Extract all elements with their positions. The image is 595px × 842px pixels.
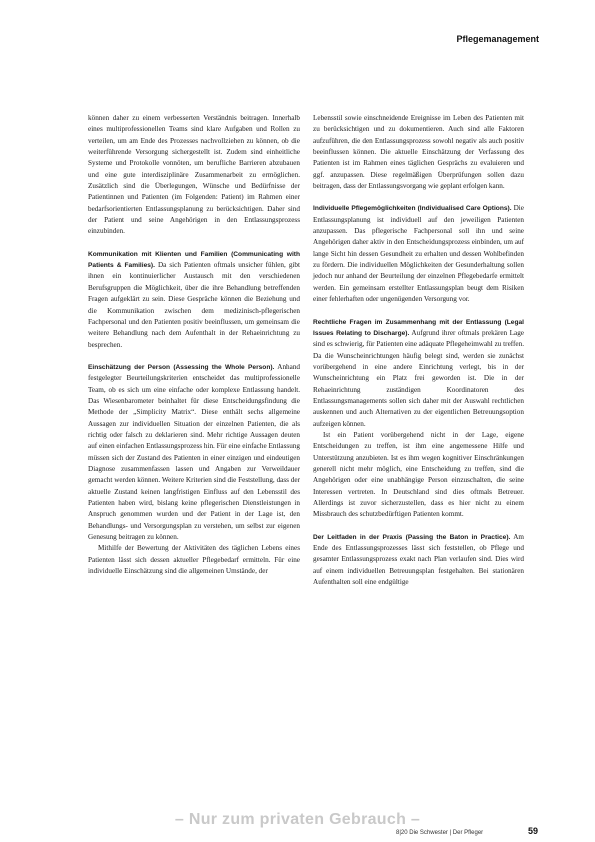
paragraph: Mithilfe der Bewertung der Aktivitäten des täglichen Lebens eines Patienten lässt sich dessen aktueller Pflegebedarf ermitteln. Für eine individuelle Einschätzung sind die allgemeinen Umstände, der — [88, 544, 300, 576]
paragraph-heading: Rechtliche Fragen im Zusammenhang mit der Entlassung (Legal Issues Relating to Discharge). — [313, 318, 524, 337]
watermark: – Nur zum privaten Gebrauch – — [174, 811, 421, 828]
paragraph: Lebensstil sowie einschneidende Ereignisse im Leben des Patienten mit zu berücksichtigen und zu dokumentieren. Auch sind alle Faktoren aufzuführen, die den Entlassungsprozess sowohl negativ als auch positiv beeinflussen können. Die aktuelle Einschätzung der Verfassung des Patienten ist im Rahmen eines täglichen Gesprächs zu evaluieren und ggf. anzupassen. Diese regelmäßigen Überprüfungen sollen dazu beitragen, dass der Entlassungsvorgang wie geplant erfolgen kann. — [313, 114, 524, 191]
paragraph-heading: Der Leitfaden in der Praxis (Passing the Baton in Practice). — [313, 533, 511, 541]
paragraph — [313, 532, 524, 589]
paragraph — [88, 362, 300, 544]
paragraph — [313, 317, 524, 430]
paragraph-heading: Individuelle Pflegemöglichkeiten (Individualised Care Options). — [313, 205, 512, 213]
paragraph — [88, 249, 300, 351]
paragraph-heading: Kommunikation mit Klienten und Familien (Communicating with Patients & Families). — [88, 250, 300, 270]
paragraph-heading: Einschätzung der Person (Assessing the Whole Person). — [88, 363, 275, 371]
right-column — [313, 113, 524, 588]
paragraph-text: Aufgrund ihrer oftmals prekären Lage sind es schwierig, für Patienten eine adäquate Pflegeheimwahl zu treffen. Da die Wunscheinrichtungen häufig belegt sind, werden sie zunächst vorübergehend in eine andere Einrichtung verlegt, bis in der Wunscheinrichtung ein Platz frei geworden ist. Die in der Rehaeinrichtung zuständigen Koordinatoren des Entlassungsmanagements sollen sich daher mit der Auswahl rechtlichen auskennen und auch Alternativen zu der eigentlichen Betreuungsoption aufzeigen können. — [313, 328, 524, 428]
paragraph-text: Da sich Patienten oftmals unsicher fühlen, gibt ihnen ein kontinuierlicher Austausch mit den verschiedenen Berufsgruppen die Möglichkeit, über die ihre Behandlung betreffenden Fragen aufgeklärt zu sein. Diese Gespräche können die Beziehung und die Kommunikation zwischen dem medizinisch-pflegerischen Fachpersonal und den Patienten positiv beeinflussen, um gemeinsam die weitere Behandlung nach dem Aufenthalt in der Rehaeinrichtung zu besprechen. — [88, 261, 300, 349]
paragraph — [313, 203, 524, 305]
page-number: 59 — [528, 826, 539, 836]
footer-journal: 8|20 Die Schwester | Der Pfleger — [396, 830, 484, 836]
paragraph-text: Anhand festgelegter Beurteilungskriterien entscheidet das multiprofessionelle Team, ob es sich um eine einfache oder komplexe Entlassung handelt. Das Wiesenbarometer beinhaltet für diese Entscheidungsfindung die Methode der „Simplicity Matrix“. Diese enthält sechs allgemeine Aussagen zur individuellen Situation der einzelnen Patienten, die als richtig oder falsch zu deklarieren sind. Mehr richtige Aussagen deuten auf einen einfachen Entlassungsprozess hin. Für eine einfache Entlassung müssen sich der Zustand des Patienten in einer einzigen und eindeutigen Diagnose zusammenfassen lassen und Angaben zur Verweildauer gemacht werden können. Weitere Kriterien sind die Feststellung, dass der aktuelle Zustand keinen langfristigen Einfluss auf den Lebensstil des Patienten haben wird, bislang keine pflegerischen Dienstleistungen in Anspruch genommen wurden und der Patient in der Lage ist, den Behandlungs- und Versorgungsplan zu verstehen, um selbst zur eigenen Genesung beitragen zu können. — [88, 362, 301, 542]
paragraph: können daher zu einem verbesserten Verständnis beitragen. Innerhalb eines multiprofessionellen Teams sind klare Aufgaben und Rollen zu verteilen, um am Ende des Prozesses nachvollziehen zu können, ob die weiterführende Versorgung sichergestellt ist. Zudem sind einheitliche Systeme und Protokolle vonnöten, um berufliche Barrieren abzubauen und eine gute interdisziplinäre Zusammenarbeit zu ermöglichen. Zusätzlich sind die Überlegungen, Wünsche und Bedürfnisse der Patientinnen und Patienten (im Folgenden: Patient) im Rahmen einer bedarfsorientierten Entlassungsplanung zu berücksichtigen. Daher sind der Patient und seine Angehörigen in den Entlassungsprozess einzubinden. — [88, 114, 300, 236]
paragraph: Ist ein Patient vorübergehend nicht in der Lage, eigene Entscheidungen zu treffen, ist ihm eine angemessene Hilfe und Unterstützung anzubieten. Ist es ihm wegen kognitiver Einschränkungen generell nicht mehr möglich, eine Entscheidung zu treffen, sind die Angehörigen oder eine unabhängige Person einzuschalten, die seine Interessen vertreten. In Deutschland sind dies oftmals Betreuer. Allerdings ist zuvor sicherzustellen, dass es hier nicht zu einem Missbrauch des schutzbedürftigen Patienten kommt. — [313, 430, 524, 519]
left-column — [88, 113, 300, 577]
paragraph-text: Am Ende des Entlassungsprozesses lässt sich feststellen, ob Pflege und gesamter Entlassungsprozess exakt nach Plan verlaufen sind. Dies wird auf einem individuellen Betreuungsplan festgehalten. Bei stationären Aufenthalten soll eine endgültige — [313, 532, 525, 587]
paragraph-text: Die Entlassungsplanung ist individuell auf den jeweiligen Patienten anzupassen. Das pflegerische Fachpersonal soll ihn und seine Angehörigen daher aktiv in den Entscheidungsprozess einbinden, um auf lange Sicht hin dessen Gesundheit zu erhalten und dessen Wohlbefinden zu fördern. Die individuellen Möglichkeiten der Gesunderhaltung sollen jedoch nur anhand der Beurteilung der einzelnen Pflegebedarfe ermittelt werden. Ein gemeinsam erstellter Entlassungsplan beugt dem Risiken einer fehlerhaften oder ungenügenden Versorgung vor. — [313, 204, 524, 304]
section-title: Pflegemanagement — [456, 34, 539, 44]
